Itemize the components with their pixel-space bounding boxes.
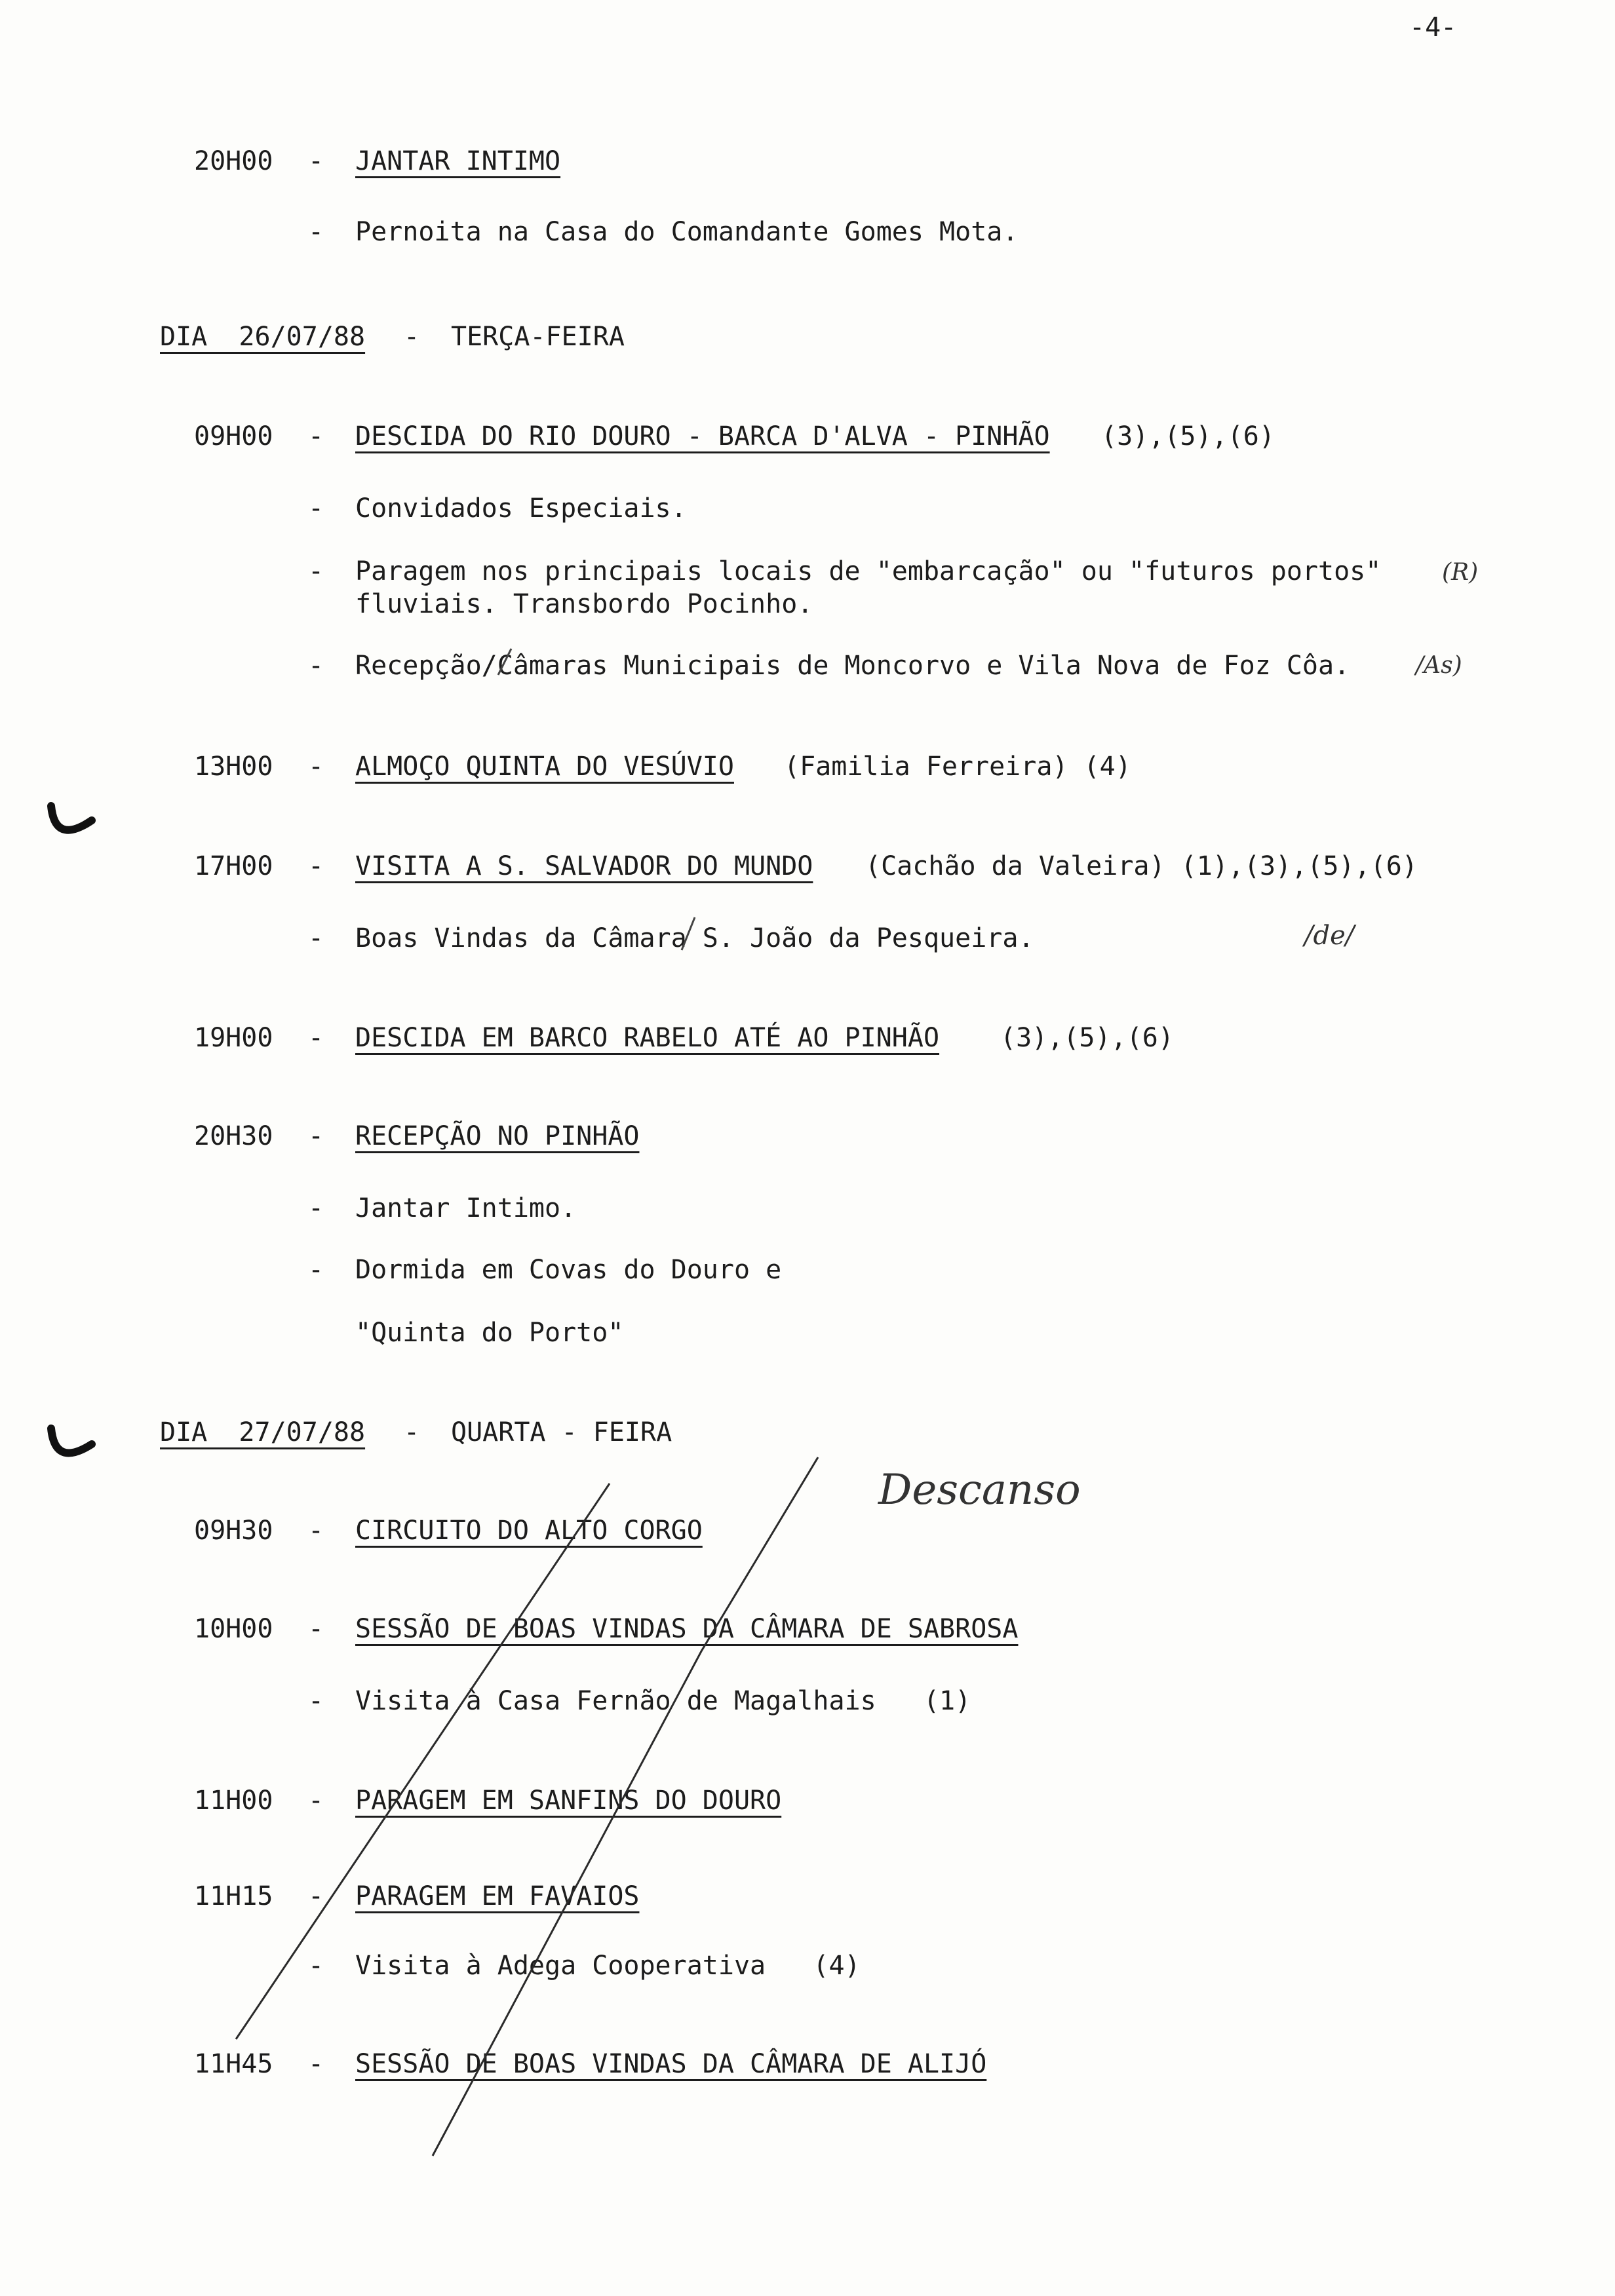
event-item: Paragem nos principais locais de "embarcação" ou "futuros portos" <box>355 556 1382 586</box>
handwritten-margin-de: /de/ <box>1304 921 1355 951</box>
event-item: Dormida em Covas do Douro e <box>355 1255 782 1285</box>
dash: - <box>308 556 324 586</box>
dash: - <box>308 1023 324 1053</box>
time-20h30: 20H30 <box>194 1121 273 1151</box>
dash: - <box>308 1686 324 1716</box>
dash: - <box>308 1193 324 1223</box>
time-09h30: 09H30 <box>194 1516 273 1546</box>
dash: - <box>308 493 324 524</box>
dash: - <box>308 651 324 681</box>
event-item: Pernoita na Casa do Comandante Gomes Mota. <box>355 217 1019 247</box>
dash: - <box>308 1614 324 1644</box>
event-title-visita: VISITA A S. SALVADOR DO MUNDO <box>355 851 813 881</box>
event-item: Jantar Intimo. <box>355 1193 577 1223</box>
day-date-26: DIA 26/07/88 <box>160 322 366 352</box>
event-title-sanfins: PARAGEM EM SANFINS DO DOURO <box>355 1786 782 1816</box>
dash: - <box>404 322 420 352</box>
time-13h00: 13H00 <box>194 752 273 782</box>
handwritten-margin-as: /As) <box>1416 652 1462 679</box>
dash: - <box>308 1786 324 1816</box>
event-item: Visita à Casa Fernão de Magalhais (1) <box>355 1686 971 1716</box>
event-title-barco: DESCIDA EM BARCO RABELO ATÉ AO PINHÃO <box>355 1023 940 1053</box>
dash: - <box>308 1121 324 1151</box>
event-refs: (Cachão da Valeira) (1),(3),(5),(6) <box>865 851 1418 881</box>
time-10h00: 10H00 <box>194 1614 273 1644</box>
event-item: Boas Vindas da Câmara S. João da Pesqueira. <box>355 923 1034 953</box>
time-17h00: 17H00 <box>194 851 273 881</box>
event-item-cont: fluviais. Transbordo Pocinho. <box>355 589 813 619</box>
handwritten-note-descanso: Descanso <box>878 1466 1081 1514</box>
dash: - <box>308 752 324 782</box>
dash: - <box>308 1951 324 1981</box>
event-title-alijo: SESSÃO DE BOAS VINDAS DA CÂMARA DE ALIJÓ <box>355 2049 987 2079</box>
dash: - <box>308 1255 324 1285</box>
page-number: -4- <box>1409 12 1457 43</box>
event-title-circuito: CIRCUITO DO ALTO CORGO <box>355 1516 703 1546</box>
time-20h00: 20H00 <box>194 146 273 176</box>
time-19h00: 19H00 <box>194 1023 273 1053</box>
time-11h15: 11H15 <box>194 1881 273 1911</box>
event-title-descida: DESCIDA DO RIO DOURO - BARCA D'ALVA - PINHÃO <box>355 421 1050 451</box>
event-refs: (Familia Ferreira) (4) <box>784 752 1131 782</box>
event-title-almoco: ALMOÇO QUINTA DO VESÚVIO <box>355 752 734 782</box>
event-item: Convidados Especiais. <box>355 493 687 524</box>
dash: - <box>308 1516 324 1546</box>
day-weekday: QUARTA - FEIRA <box>451 1417 672 1447</box>
event-title-recepcao: RECEPÇÃO NO PINHÃO <box>355 1121 640 1151</box>
dash: - <box>308 1881 324 1911</box>
dash: - <box>308 146 324 176</box>
time-09h00: 09H00 <box>194 421 273 451</box>
event-refs: (3),(5),(6) <box>1101 421 1275 451</box>
event-item: Visita à Adega Cooperativa (4) <box>355 1951 861 1981</box>
margin-hook-mark <box>51 806 92 830</box>
event-title-favaios: PARAGEM EM FAVAIOS <box>355 1881 640 1911</box>
event-item: Recepção/Câmaras Municipais de Moncorvo e Vila Nova de Foz Côa. <box>355 651 1350 681</box>
time-11h00: 11H00 <box>194 1786 273 1816</box>
dash: - <box>308 217 324 247</box>
day-date-27: DIA 27/07/88 <box>160 1417 366 1447</box>
dash: - <box>308 923 324 953</box>
event-title-sabrosa: SESSÃO DE BOAS VINDAS DA CÂMARA DE SABROSA <box>355 1614 1019 1644</box>
time-11h45: 11H45 <box>194 2049 273 2079</box>
day-weekday: TERÇA-FEIRA <box>451 322 625 352</box>
event-title-jantar: JANTAR INTIMO <box>355 146 561 176</box>
dash: - <box>308 851 324 881</box>
dash: - <box>308 2049 324 2079</box>
dash: - <box>404 1417 420 1447</box>
handwritten-margin-r: (R) <box>1442 559 1479 586</box>
event-item: "Quinta do Porto" <box>355 1318 624 1348</box>
margin-hook-mark <box>51 1428 92 1453</box>
event-refs: (3),(5),(6) <box>1000 1023 1174 1053</box>
dash: - <box>308 421 324 451</box>
